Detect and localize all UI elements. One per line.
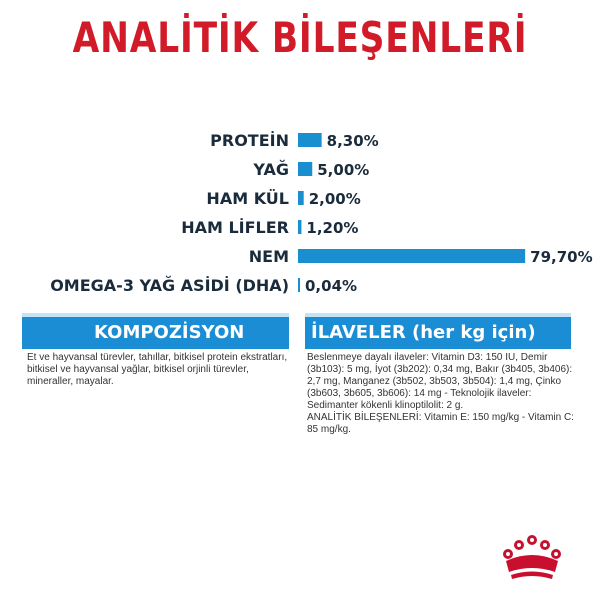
additives-line: ANALİTİK BİLEŞENLERİ: Vitamin E: 150 mg/kg - Vitamin C: bbox=[307, 412, 574, 423]
bar bbox=[298, 249, 525, 263]
category-label: HAM KÜL bbox=[206, 189, 289, 208]
composition-line: bitkisel ve hayvansal yağlar, bitkisel orjinli türevler, bbox=[27, 364, 249, 375]
composition-heading: KOMPOZİSYON bbox=[94, 322, 245, 343]
additives-line: 2,7 mg, Manganez (3b502, 3b503, 3b504): 1,4 mg, Çinko bbox=[307, 376, 562, 387]
value-label: 79,70% bbox=[530, 248, 593, 266]
additives-line: Sedimanter kökenli klinoptilolit: 2 g. bbox=[307, 400, 464, 411]
composition-line: Et ve hayvansal türevler, tahıllar, bitkisel protein ekstratları, bbox=[27, 352, 288, 363]
value-label: 2,00% bbox=[308, 190, 361, 208]
bar bbox=[298, 278, 300, 292]
value-label: 8,30% bbox=[326, 132, 379, 150]
additives-line: (3b103): 5 mg, İyot (3b202): 0,34 mg, Bakır (3b405, 3b406): bbox=[307, 364, 573, 375]
value-label: 1,20% bbox=[306, 219, 359, 237]
category-label: NEM bbox=[248, 247, 289, 266]
category-label: PROTEİN bbox=[210, 131, 289, 150]
additives-line: (3b603, 3b605, 3b606): 14 mg - Teknolojik ilaveler: bbox=[307, 388, 532, 399]
composition-line: mineraller, mayalar. bbox=[27, 376, 114, 387]
composition-text bbox=[27, 352, 292, 388]
category-label: HAM LİFLER bbox=[181, 218, 289, 237]
bar bbox=[298, 191, 304, 205]
category-label: YAĞ bbox=[253, 160, 289, 179]
additives-heading: İLAVELER (her kg için) bbox=[311, 322, 536, 343]
category-label: OMEGA-3 YAĞ ASİDİ (DHA) bbox=[50, 276, 289, 295]
value-label: 5,00% bbox=[317, 161, 370, 179]
additives-line: 85 mg/kg. bbox=[307, 424, 351, 435]
page-title: ANALİTİK BİLEŞENLERİ bbox=[72, 13, 528, 62]
bar bbox=[298, 162, 312, 176]
analysis-bar-chart bbox=[0, 120, 600, 305]
composition-header bbox=[22, 313, 289, 349]
bar bbox=[298, 133, 322, 147]
bar bbox=[298, 220, 301, 234]
additives-header bbox=[305, 313, 571, 349]
crown-icon bbox=[494, 531, 570, 581]
chart-svg bbox=[0, 120, 600, 305]
additives-text bbox=[307, 352, 577, 436]
additives-line: Beslenmeye dayalı ilaveler: Vitamin D3: 150 IU, Demir bbox=[307, 352, 548, 363]
value-label: 0,04% bbox=[305, 277, 358, 295]
